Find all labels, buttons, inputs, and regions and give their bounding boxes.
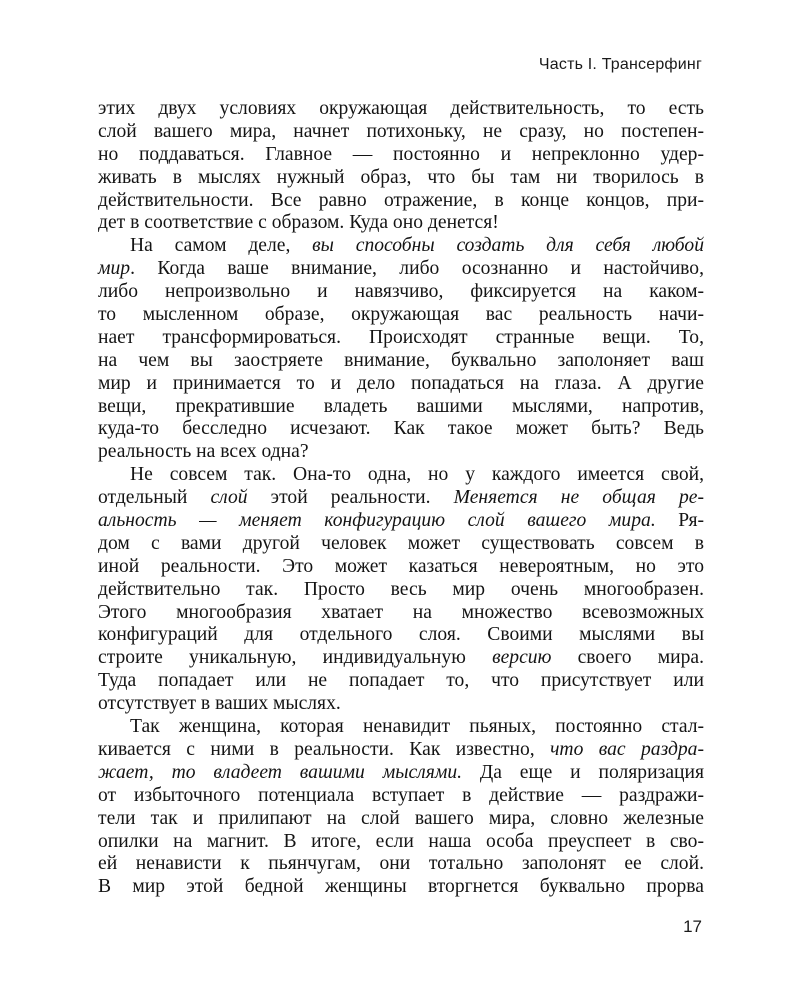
- text-run: нает трансформироваться. Происходят странные вещи. То,: [98, 326, 704, 348]
- italic-text: мир: [98, 258, 131, 280]
- text-line: [98, 647, 704, 670]
- text-run: отсутствует в ваших мыслях.: [98, 693, 341, 715]
- text-run: ей ненависти к пьянчугам, они тотально заполонят ее слой.: [98, 853, 704, 875]
- text-run: на чем вы заостряете внимание, буквально заполоняет ваш: [98, 349, 704, 371]
- text-run: действительно так. Просто весь мир очень многообразен.: [98, 578, 704, 600]
- text-run: кивается с ними в реальности. Как известно,: [98, 738, 551, 760]
- text-run: тели так и прилипают на слой вашего мира, словно железные: [98, 807, 704, 829]
- text-line: [98, 441, 704, 464]
- text-run: отдельный: [98, 487, 211, 509]
- text-run: дом с вами другой человек может существовать совсем в: [98, 532, 704, 554]
- text-run: либо непроизвольно и навязчиво, фиксируется на каком-: [98, 281, 704, 303]
- text-run: живать в мыслях нужный образ, что бы там ни творилось в: [98, 166, 704, 188]
- text-run: Туда попадает или не попадает то, что присутствует или: [98, 670, 704, 692]
- text-line: [98, 602, 704, 625]
- text-run: строите уникальную, индивидуальную: [98, 647, 493, 669]
- italic-text: версию: [492, 647, 552, 669]
- text-line: [98, 258, 704, 281]
- text-run: реальность на всех одна?: [98, 441, 309, 463]
- text-run: В мир этой бедной женщины вторгнется буквально прорва: [98, 876, 704, 898]
- text-line: [98, 785, 704, 808]
- text-line: [98, 373, 704, 396]
- text-line: [98, 98, 704, 121]
- text-line: [98, 281, 704, 304]
- text-run: дет в соответствие с образом. Куда оно денется!: [98, 212, 499, 234]
- text-run: Да еще и поляризация: [462, 761, 705, 783]
- text-run: На самом деле,: [130, 235, 313, 257]
- text-line: [98, 144, 704, 167]
- text-line: [98, 212, 704, 235]
- text-run: этих двух условиях окружающая действительность, то есть: [98, 98, 704, 119]
- text-run: слой вашего мира, начнет потихоньку, не сразу, но постепен-: [98, 120, 704, 142]
- text-line: [98, 831, 704, 854]
- italic-text: слой: [210, 487, 248, 509]
- text-run: Так женщина, которая ненавидит пьяных, постоянно стал-: [130, 716, 704, 738]
- text-run: опилки на магнит. В итоге, если наша особа преуспеет в сво-: [98, 830, 704, 852]
- text-line: [98, 510, 704, 533]
- text-line: [98, 624, 704, 647]
- text-line: [98, 853, 704, 876]
- text-line: [98, 396, 704, 419]
- text-line: [98, 808, 704, 831]
- text-run: этой реальности.: [247, 487, 454, 509]
- text-line: [98, 327, 704, 350]
- text-line: [98, 304, 704, 327]
- text-line: [98, 739, 704, 762]
- text-run: то мысленном образе, окружающая вас реальность начи-: [98, 304, 704, 326]
- text-line: [98, 418, 704, 441]
- text-line: [98, 121, 704, 144]
- text-run: конфигураций для отдельного слоя. Своими мыслями вы: [98, 624, 704, 646]
- italic-text: вы способны создать для себя любой: [312, 235, 704, 257]
- text-line: [98, 579, 704, 602]
- text-line: [98, 716, 704, 739]
- text-run: мир и принимается то и дело попадаться на глаза. А другие: [98, 372, 704, 394]
- text-run: Ря-: [655, 510, 704, 532]
- text-line: [98, 693, 704, 716]
- text-line: [98, 762, 704, 785]
- text-run: от избыточного потенциала вступает в действие — раздражи-: [98, 784, 704, 806]
- text-run: действительности. Все равно отражение, в конце концов, при-: [98, 189, 704, 211]
- italic-text: Меняется не общая ре-: [453, 487, 704, 509]
- text-run: но поддаваться. Главное — постоянно и непреклонно удер-: [98, 143, 704, 165]
- running-head: Часть I. Трансерфинг: [538, 56, 702, 73]
- text-run: своего мира.: [551, 647, 705, 669]
- text-line: [98, 487, 704, 510]
- text-line: [98, 167, 704, 190]
- text-run: куда-то бесследно исчезают. Как такое может быть? Ведь: [98, 418, 704, 440]
- body-text: [98, 98, 704, 899]
- text-line: [98, 876, 704, 899]
- italic-text: что вас раздра-: [550, 738, 704, 760]
- text-run: Этого многообразия хватает на множество всевозможных: [98, 601, 704, 623]
- text-line: [98, 533, 704, 556]
- text-line: [98, 235, 704, 258]
- text-run: Не совсем так. Она-то одна, но у каждого имеется свой,: [130, 464, 704, 486]
- italic-text: альность — меняет конфигурацию слой вашего мира.: [98, 510, 656, 532]
- text-line: [98, 670, 704, 693]
- text-line: [98, 556, 704, 579]
- page-number: 17: [683, 917, 702, 936]
- text-line: [98, 190, 704, 213]
- text-run: вещи, прекратившие владеть вашими мыслями, напротив,: [98, 395, 704, 417]
- text-line: [98, 350, 704, 373]
- italic-text: жает, то владеет вашими мыслями.: [98, 761, 463, 783]
- text-run: . Когда ваше внимание, либо осознанно и настойчиво,: [130, 258, 704, 280]
- text-line: [98, 464, 704, 487]
- text-run: иной реальности. Это может казаться невероятным, но это: [98, 555, 704, 577]
